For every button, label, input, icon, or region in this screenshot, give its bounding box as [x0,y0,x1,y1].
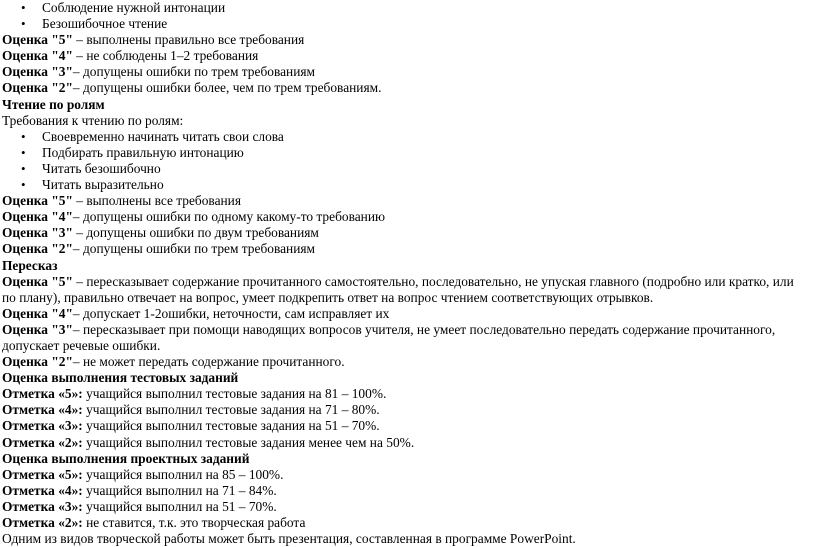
grade-line: Оценка "4"– допущены ошибки по одному какому-то требованию [2,209,386,225]
grade-line: Оценка "3" – допущены ошибки по двум требованиям [2,225,319,241]
section-heading-projects: Оценка выполнения проектных заданий [2,450,250,466]
grade-paragraph: Оценка "3"– пересказывает при помощи наводящих вопросов учителя, не умеет последовательно передать содержание прочитанного, допускает речевые ошибки. [2,321,776,353]
grade-paragraph: Оценка "5" – пересказывает содержание прочитанного самостоятельно, последовательно, не упуская главного (подробно или кратко, или по плану), правильно отвечает на вопрос, умеет подкрепить ответ на вопрос чтением соответствующих отрывков. [2,273,794,305]
grade-line: Оценка "4" – не соблюдены 1–2 требования [2,48,259,64]
mark-line: Отметка «5»: учащийся выполнил на 85 – 100%. [2,466,284,482]
bullet-item: • Соблюдение нужной интонации [2,0,816,16]
grade-line: Оценка "5" – выполнены все требования [2,193,242,209]
bullet-item: • Своевременно начинать читать свои слова [2,129,816,145]
section-heading-tests: Оценка выполнения тестовых заданий [2,370,239,386]
section-heading-retell: Пересказ [2,257,58,273]
mark-line: Отметка «5»: учащийся выполнил тестовые задания на 81 – 100%. [2,386,387,402]
roles-intro: Требования к чтению по ролям: [2,112,184,128]
mark-line: Отметка «3»: учащийся выполнил тестовые задания на 51 – 70%. [2,418,380,434]
section-heading-roles: Чтение по ролям [2,96,105,112]
mark-line: Отметка «2»: не ставится, т.к. это творческая работа [2,515,306,530]
grade-line: Оценка "5" – выполнены правильно все требования [2,32,305,48]
mark-line: Отметка «3»: учащийся выполнил на 51 – 70%. [2,498,277,514]
grade-line: Оценка "4"– допускает 1-2ошибки, неточности, сам исправляет их [2,305,390,321]
bullet-item: • Подбирать правильную интонацию [2,145,816,161]
grade-line: Оценка "2"– допущены ошибки по трем требованиям [2,241,316,257]
grade-line: Оценка "2"– допущены ошибки более, чем по трем требованиям. [2,80,382,96]
bullet-item: • Читать безошибочно [2,161,816,177]
mark-line: Отметка «4»: учащийся выполнил тестовые задания на 71 – 80%. [2,402,380,418]
bullet-item: • Читать выразительно [2,177,816,193]
bullet-item: • Безошибочное чтение [2,16,816,32]
mark-line: Отметка «2»: учащийся выполнил тестовые задания менее чем на 50%. [2,434,415,450]
mark-line: Отметка «4»: учащийся выполнил на 71 – 84%. [2,482,277,498]
grade-line: Оценка "3"– допущены ошибки по трем требованиям [2,64,316,80]
grade-line: Оценка "2"– не может передать содержание прочитанного. [2,354,345,370]
closing-line: Одним из видов творческой работы может быть презентация, составленная в программе PowerPoint. [2,531,576,547]
